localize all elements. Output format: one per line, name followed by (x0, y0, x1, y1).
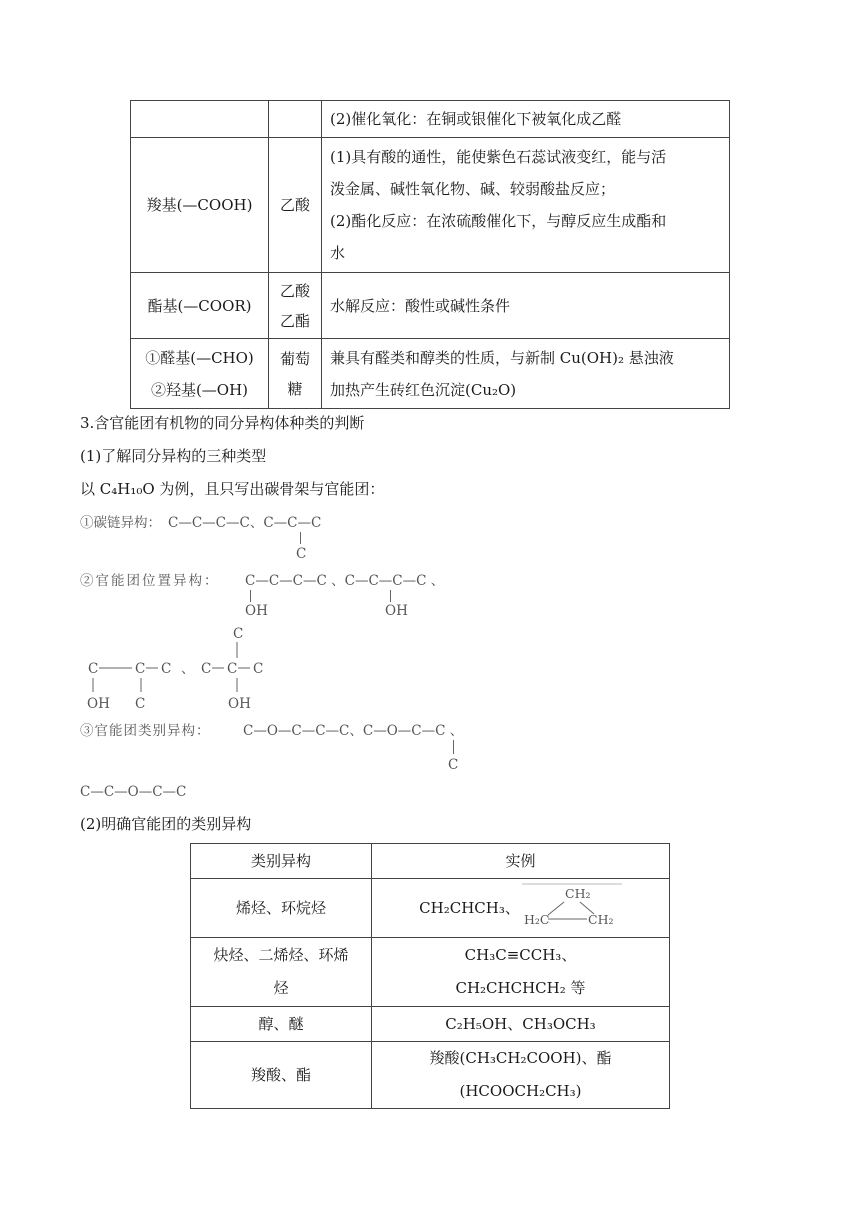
intro-text: 以 C₄H₁₀O 为例，且只写出碳骨架与官能团： (80, 480, 385, 498)
table-row (191, 1007, 670, 1042)
ring-left-label: H₂C (523, 912, 550, 927)
branch-carbon: C (448, 757, 459, 773)
example-cell (269, 339, 322, 409)
kind-line: 烃 (273, 979, 289, 997)
carbon-chain-label: ①碳链异构： (80, 515, 161, 531)
example-line: CH₂CHCHCH₂ 等 (455, 979, 586, 997)
group-line: ①醛基(—CHO) (145, 348, 254, 367)
property-line: 泼金属、碱性氧化物、碱、较弱酸盐反应； (330, 180, 616, 198)
example-cell (269, 273, 322, 339)
position-formula: C—C—C—C 、C—C—C—C 、 (245, 573, 445, 589)
column-header: 类别异构 (191, 844, 372, 879)
group-cell: 酯基(—COOR) (131, 273, 269, 339)
example-cell (372, 938, 670, 1007)
bond-line (453, 740, 454, 754)
table-row (191, 1042, 670, 1109)
ether-formula: C—C—O—C—C (80, 784, 187, 800)
functional-group-table (130, 100, 730, 409)
kind-cell: 羧酸、酯 (191, 1042, 372, 1109)
class-isomer-label: ③官能团类别异构： (80, 723, 211, 739)
ring-right-label: CH₂ (587, 912, 614, 927)
hydroxyl-label: OH (228, 696, 251, 712)
group-cell: 羧基(—COOH) (131, 138, 269, 273)
kind-cell: 烯烃、环烷烃 (191, 879, 372, 938)
hydroxyl-label: OH (385, 603, 408, 619)
carbon-atom: C (201, 661, 212, 677)
example-line: 乙酸 (279, 281, 310, 300)
table-row (131, 273, 730, 339)
carbon-atom: C (135, 696, 146, 712)
property-line: 兼具有醛类和醇类的性质，与新制 Cu(OH)₂ 悬浊液 (330, 348, 674, 367)
example-line: 乙酯 (279, 311, 310, 330)
cyclopropane-structure (522, 882, 622, 934)
subsection-title: (1)了解同分异构的三种类型 (80, 447, 267, 465)
example-cell (372, 879, 670, 938)
branch-carbon: C (296, 546, 307, 562)
table-row (191, 879, 670, 938)
property-line: 水 (330, 244, 346, 262)
section-title: 3.含官能团有机物的同分异构体种类的判断 (80, 414, 365, 432)
property-line: (2)酯化反应：在浓硫酸催化下，与醇反应生成酯和 (330, 212, 667, 230)
column-header: 实例 (372, 844, 670, 879)
group-cell (131, 339, 269, 409)
table-row (131, 138, 730, 273)
carbon-atom: C (135, 661, 146, 677)
position-isomer-structures (85, 622, 285, 714)
separator: 、 (181, 661, 195, 677)
example-line: 羧酸(CH₃CH₂COOH)、酯 (429, 1049, 612, 1067)
property-line: 加热产生砖红色沉淀(Cu₂O) (330, 380, 517, 399)
group-line: ②羟基(—OH) (150, 380, 249, 399)
kind-cell: 醇、醚 (191, 1007, 372, 1042)
carbon-atom: C (227, 661, 238, 677)
example-cell: C₂H₅OH、CH₃OCH₃ (372, 1007, 670, 1042)
example-cell: 乙酸 (269, 138, 322, 273)
example-line: CH₃C≡CCH₃、 (464, 946, 577, 964)
example-cell (372, 1042, 670, 1109)
property-cell: 水解反应：酸性或碱性条件 (322, 273, 730, 339)
carbon-atom: C (253, 661, 264, 677)
kind-line: 炔烃、二烯烃、环烯 (213, 946, 349, 964)
example-cell (269, 101, 322, 138)
table-row (131, 339, 730, 409)
class-isomer-table (190, 843, 670, 1109)
example-line: 糖 (287, 379, 303, 398)
hydroxyl-label: OH (87, 696, 110, 712)
property-cell (322, 339, 730, 409)
kind-cell (191, 938, 372, 1007)
property-cell (322, 138, 730, 273)
property-cell: (2)催化氧化：在铜或银催化下被氧化成乙醛 (322, 101, 730, 138)
position-label: ②官能团位置异构： (80, 573, 220, 589)
example-line: (HCOOCH₂CH₃) (459, 1082, 582, 1100)
table-row (191, 938, 670, 1007)
carbon-chain-formula: C—C—C—C、C—C—C (168, 515, 322, 531)
hydroxyl-label: OH (245, 603, 268, 619)
carbon-atom: C (161, 661, 172, 677)
group-cell (131, 101, 269, 138)
example-text: CH₂CHCH₃、 (419, 898, 520, 917)
example-content (380, 882, 661, 934)
carbon-atom: C (88, 661, 99, 677)
carbon-atom: C (233, 626, 244, 642)
property-line: (1)具有酸的通性，能使紫色石蕊试液变红，能与活 (330, 148, 667, 166)
table-header-row (191, 844, 670, 879)
subsection-title: (2)明确官能团的类别异构 (80, 815, 252, 833)
example-line: 葡萄 (279, 349, 310, 368)
table-row (131, 101, 730, 138)
class-isomer-formula: C—O—C—C—C、C—O—C—C 、 (243, 723, 464, 739)
ring-top-label: CH₂ (564, 886, 591, 901)
